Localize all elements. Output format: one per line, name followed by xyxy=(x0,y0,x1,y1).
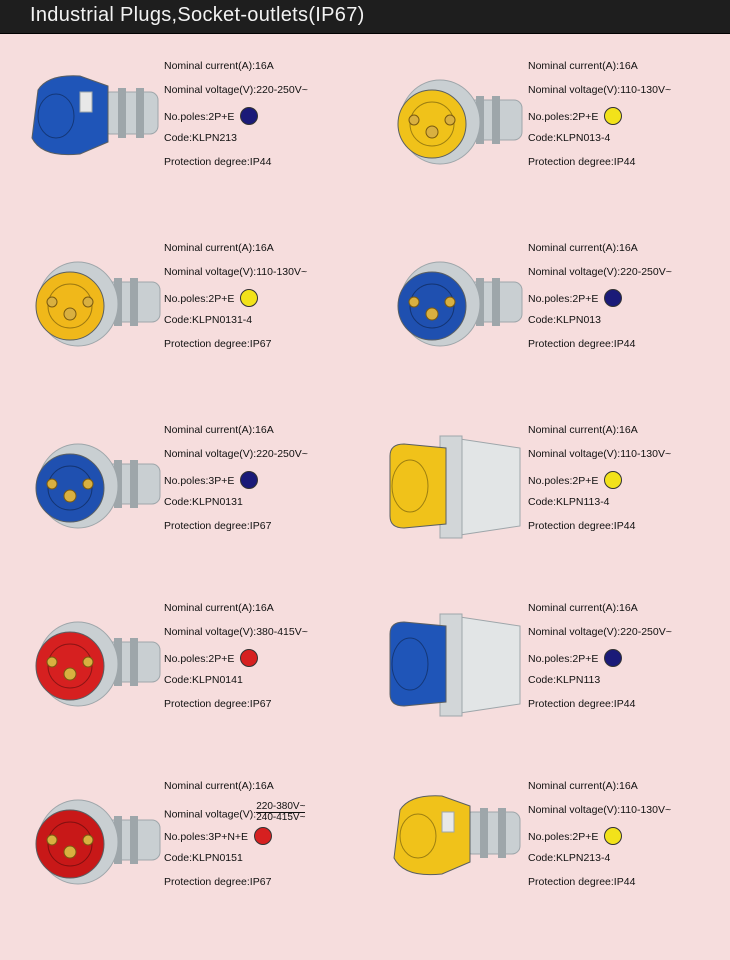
nominal-current: Nominal current(A):16A xyxy=(164,60,274,72)
pole-diagram-icon xyxy=(604,289,622,307)
pole-diagram-icon xyxy=(604,471,622,489)
product-code: Code:KLPN113 xyxy=(528,674,601,686)
product-code: Code:KLPN0131 xyxy=(164,496,243,508)
product-card xyxy=(0,424,365,604)
product-card xyxy=(0,60,365,240)
product-image xyxy=(18,426,168,546)
product-code: Code:KLPN0151 xyxy=(164,852,243,864)
nominal-current: Nominal current(A):16A xyxy=(528,780,638,792)
product-image xyxy=(380,62,530,182)
pole-diagram-icon xyxy=(254,827,272,845)
protection-degree: Protection degree:IP44 xyxy=(528,520,636,532)
product-image xyxy=(380,426,530,546)
product-card xyxy=(365,780,730,960)
product-card xyxy=(0,780,365,960)
product-code: Code:KLPN013 xyxy=(528,314,601,326)
product-image xyxy=(18,604,168,724)
product-code: Code:KLPN213 xyxy=(164,132,237,144)
product-card xyxy=(365,424,730,604)
nominal-current: Nominal current(A):16A xyxy=(164,602,274,614)
product-image xyxy=(380,604,530,724)
nominal-current: Nominal current(A):16A xyxy=(528,424,638,436)
nominal-voltage: Nominal voltage(V):220-250V~ xyxy=(528,266,672,278)
pole-diagram-icon xyxy=(604,107,622,125)
number-of-poles: No.poles:2P+E xyxy=(528,108,622,126)
nominal-voltage: Nominal voltage(V):110-130V~ xyxy=(528,448,672,460)
product-image xyxy=(18,244,168,364)
number-of-poles: No.poles:2P+E xyxy=(528,650,622,668)
protection-degree: Protection degree:IP67 xyxy=(164,698,272,710)
product-code: Code:KLPN213-4 xyxy=(528,852,611,864)
nominal-voltage: Nominal voltage(V):220-250V~ xyxy=(528,626,672,638)
product-code: Code:KLPN013-4 xyxy=(528,132,611,144)
nominal-voltage: Nominal voltage(V):110-130V~ xyxy=(528,804,672,816)
product-card xyxy=(365,602,730,782)
number-of-poles: No.poles:2P+E xyxy=(164,290,258,308)
page-header xyxy=(0,0,730,34)
nominal-voltage: Nominal voltage(V):380-415V~ xyxy=(164,626,308,638)
protection-degree: Protection degree:IP44 xyxy=(528,698,636,710)
protection-degree: Protection degree:IP67 xyxy=(164,876,272,888)
nominal-current: Nominal current(A):16A xyxy=(164,242,274,254)
product-image xyxy=(380,782,530,902)
nominal-voltage: Nominal voltage(V): $\frac{220-380V\sim}{240-415V\sim}$ xyxy=(164,801,306,823)
product-code: Code:KLPN0131-4 xyxy=(164,314,253,326)
nominal-voltage: Nominal voltage(V):110-130V~ xyxy=(164,266,308,278)
nominal-current: Nominal current(A):16A xyxy=(164,424,274,436)
pole-diagram-icon xyxy=(604,649,622,667)
product-image xyxy=(18,62,168,182)
nominal-voltage: Nominal voltage(V):110-130V~ xyxy=(528,84,672,96)
protection-degree: Protection degree:IP67 xyxy=(164,520,272,532)
nominal-current: Nominal current(A):16A xyxy=(528,602,638,614)
product-card xyxy=(0,602,365,782)
number-of-poles: No.poles:3P+E xyxy=(164,472,258,490)
number-of-poles: No.poles:2P+E xyxy=(528,472,622,490)
product-image xyxy=(18,782,168,902)
nominal-current: Nominal current(A):16A xyxy=(528,242,638,254)
nominal-voltage: Nominal voltage(V):220-250V~ xyxy=(164,84,308,96)
number-of-poles: No.poles:3P+N+E xyxy=(164,828,272,846)
pole-diagram-icon xyxy=(604,827,622,845)
number-of-poles: No.poles:2P+E xyxy=(164,650,258,668)
pole-diagram-icon xyxy=(240,649,258,667)
protection-degree: Protection degree:IP44 xyxy=(528,876,636,888)
product-card xyxy=(365,242,730,422)
protection-degree: Protection degree:IP44 xyxy=(528,156,636,168)
product-card xyxy=(0,242,365,422)
pole-diagram-icon xyxy=(240,289,258,307)
number-of-poles: No.poles:2P+E xyxy=(164,108,258,126)
protection-degree: Protection degree:IP44 xyxy=(164,156,272,168)
number-of-poles: No.poles:2P+E xyxy=(528,290,622,308)
pole-diagram-icon xyxy=(240,107,258,125)
page-title: Industrial Plugs,Socket-outlets(IP67) xyxy=(30,4,365,26)
nominal-current: Nominal current(A):16A xyxy=(528,60,638,72)
product-card xyxy=(365,60,730,240)
product-code: Code:KLPN113-4 xyxy=(528,496,610,508)
nominal-voltage: Nominal voltage(V):220-250V~ xyxy=(164,448,308,460)
protection-degree: Protection degree:IP67 xyxy=(164,338,272,350)
product-code: Code:KLPN0141 xyxy=(164,674,243,686)
product-image xyxy=(380,244,530,364)
protection-degree: Protection degree:IP44 xyxy=(528,338,636,350)
number-of-poles: No.poles:2P+E xyxy=(528,828,622,846)
pole-diagram-icon xyxy=(240,471,258,489)
nominal-current: Nominal current(A):16A xyxy=(164,780,274,792)
